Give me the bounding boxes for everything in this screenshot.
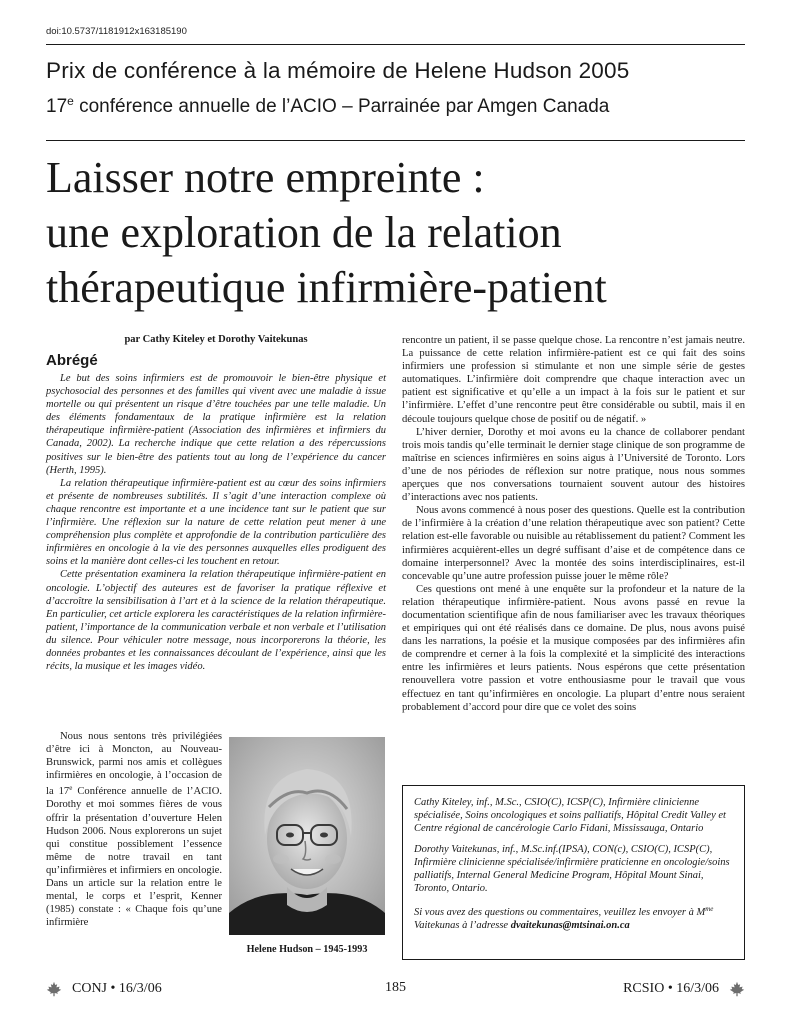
- title-line-2: une exploration de la relation: [46, 208, 562, 257]
- body-paragraph: rencontre un patient, il se passe quelque chose. La rencontre n’est jamais neutre. La puissance de cette relation infirmière-patient est ce qui fait des soins infirmiers une profession si stimulante et non une simple série de gestes automatiques. L’infirmière doit comprendre que chaque interaction avec un patient est significative et qu’elle a un impact à la fois sur le patient et sur l’infirmière. L’effet d’une rencontre peut être considérable ou subtil, mais il en découle toujours quelque chose de positif ou de négatif. »: [402, 335, 745, 425]
- contact-text-2: Vaitekunas à l’adresse: [414, 920, 511, 931]
- conference-number: 17: [46, 96, 68, 117]
- article-title: [46, 150, 745, 315]
- body-paragraph: Nous avons commencé à nous poser des questions. Quelle est la contribution de l’infirmière à la création d’une relation thérapeutique avec son patient? Cette relation est-elle favorable ou nuisible au rétablissement du patient? Comment les infirmières acquièrent-elles un degré suffisant d’aise et de compétence dans ce domaine interpersonnel? Avec la montée des soins interdisciplinaires, est-il concevable qu’une autre profession puisse jouer le même rôle?: [402, 505, 745, 582]
- body-paragraph: L’hiver dernier, Dorothy et moi avons eu la chance de collaborer pendant trois mois tandis qu’elle terminait le dernier stage clinique de son programme de maîtrise en sciences infirmières en soins aigus à l’Université de Toronto. Lors d’une de nos périodes de réflexion sur notre pratique, nous nous sommes aperçues que nos conversations tournaient souvent autour des histoires d’interactions avec nos patients.: [402, 426, 745, 504]
- intro-paragraph: [46, 730, 222, 929]
- abstract-heading: Abrégé: [46, 352, 98, 369]
- intro-part-2: Conférence annuelle de l’ACIO. Dorothy et moi sommes fières de vous offrir la présentation d’ouverture Helen Hudson 2006. Nous explorerons un sujet qui constitue possiblement l’essence même de notre travail en tant qu’infirmières et infirmiers en oncologie. Dans un article sur la relation entre le mental, le corps et l’esprit, Kenner (1985) constate : « Chaque fois qu’une infirmière: [46, 786, 223, 929]
- contact-text: Si vous avez des questions ou commentaires, veuillez les envoyer à M: [414, 907, 706, 918]
- photo-caption: Helene Hudson – 1945-1993: [246, 944, 368, 955]
- body-paragraph: Ces questions ont mené à une enquête sur la profondeur et la nature de la relation thérapeutique infirmière-patient. Nous avons passé en revue la documentation scientifique afin de nous familiariser avec les travaux théoriques et empiriques qui ont été réalisés dans ce domaine. De plus, nous avons puisé dans les narrations, la poésie et la musique composées par des infirmières afin de comprendre et cerner à la fois la complexité et la simplicité des interactions entre les infirmières et leurs patients. Nous espérons que cette présentation renouvellera votre passion et votre enthousiasme pour le travail que vous effectuez en tant qu’infirmières en oncologie. La plupart d’entre nous seraient probablement d’accord pour dire que ce volet des soins: [402, 583, 745, 713]
- abstract-paragraph: Cette présentation examinera la relation thérapeutique infirmière-patient en oncologie. L’objectif des auteures est de favoriser la pratique réflexive et d’accroître la sensibilisation à l’art et à la science de la relation thérapeutique. En particulier, cet article explorera les caractéristiques de la relation infirmière-patient, l’importance de la communication verbale et non verbale et l’utilisation du silence. Pour véhiculer notre message, nous incorporerons la théorie, les données probantes et les connaissances découlant de l’expérience, ainsi que les récits, la musique et les images vidéo.: [46, 569, 386, 673]
- prize-heading: Prix de conférence à la mémoire de Helene Hudson 2005: [46, 58, 630, 83]
- author-2-info: Dorothy Vaitekunas, inf., M.Sc.inf.(IPSA), CON(c), CSIO(C), ICSP(C), Infirmière clinicienne spécialisée/infirmière praticienne en oncologie/soins palliatifs, Internal General Medicine Program, Hôpital Mount Sinai, Toronto, Ontario.: [414, 844, 730, 894]
- top-rule: [46, 44, 745, 45]
- footer-right: [623, 981, 745, 997]
- abstract-body: [46, 372, 386, 673]
- right-column-text: [402, 334, 745, 714]
- intro-sup: e: [69, 784, 73, 793]
- intro-part-1: Nous nous sentons très privilégiées d’être ici à Moncton, au Nouveau-Brunswick, parmi nos amis et collègues infirmières en oncologie, à l’occasion de la 17: [46, 731, 222, 798]
- contact-sup: me: [705, 905, 714, 913]
- intro-text: [46, 730, 222, 929]
- portrait-illustration: [229, 737, 385, 935]
- page-number: 185: [385, 980, 406, 995]
- contact-email[interactable]: dvaitekunas@mtsinai.on.ca: [510, 920, 630, 931]
- portrait-photo: [229, 737, 385, 935]
- footer-left-text: CONJ • 16/3/06: [72, 981, 162, 996]
- author-info-box: [402, 785, 745, 960]
- title-rule: [46, 140, 745, 141]
- contact-info: [414, 903, 734, 932]
- conference-number-sup: e: [67, 94, 74, 108]
- conference-subheading: [46, 94, 745, 118]
- abstract-paragraph: Le but des soins infirmiers est de promouvoir le bien-être physique et psychosocial des personnes et des familles qui vivent avec une maladie à issue mortelle ou qui présentent un risque d’être touchées par une telle maladie. Un des éléments fondamentaux de la pratique infirmière est la relation thérapeutique infirmière-patient (Association des infirmières et infirmiers du Canada, 2002). La recherche indique que cette relation a des répercussions positives sur le bien-être des patients tout au long de l’expérience du cancer (Herth, 1995).: [46, 373, 386, 476]
- doi-text: doi:10.5737/1181912x163185190: [46, 26, 187, 37]
- footer-right-text: RCSIO • 16/3/06: [623, 981, 719, 996]
- title-line-1: Laisser notre empreinte :: [46, 153, 485, 202]
- conference-subheading-text: conférence annuelle de l’ACIO – Parrainée par Amgen Canada: [73, 96, 610, 117]
- authors-byline: par Cathy Kiteley et Dorothy Vaitekunas: [124, 334, 308, 345]
- abstract-paragraph: La relation thérapeutique infirmière-patient est au cœur des soins infirmiers et présente de nombreuses subtilités. Il s’agit d’une interaction complexe où chaque rencontre est importante et a une incidence tant sur le patient que sur l’infirmière. Une réflexion sur la nature de cette relation peut mener à une compréhension plus complète et approfondie de la contribution particulière des infirmières en oncologie à la vie des personnes auxquelles elles prodiguent des soins et la manière dont celles-ci les touchent en retour.: [46, 477, 386, 568]
- author-1-info: Cathy Kiteley, inf., M.Sc., CSIO(C), ICSP(C), Infirmière clinicienne spécialisée, Soins oncologiques et soins palliatifs, Hôpital Credit Valley et Centre régional de cancérologie Carlo Fidani, Mississauga, Ontario: [414, 797, 726, 834]
- maple-leaf-icon: [729, 981, 745, 997]
- title-line-3: thérapeutique infirmière-patient: [46, 263, 607, 312]
